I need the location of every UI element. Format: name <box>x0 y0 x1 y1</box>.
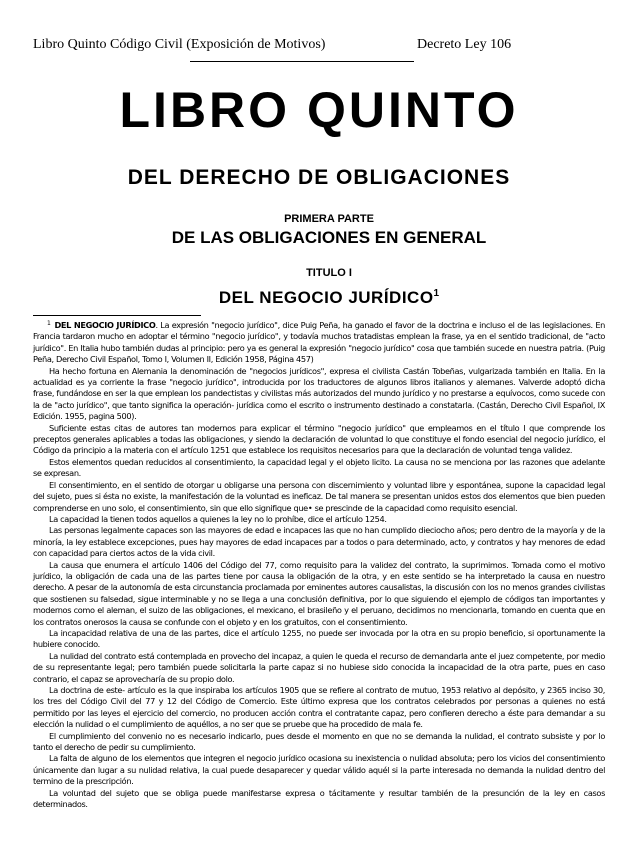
footnote-reference: 1 <box>433 288 440 299</box>
header-rule <box>190 61 414 62</box>
footnote-heading: DEL NEGOCIO JURÍDICO <box>54 320 156 330</box>
footnote-text: . La expresión "negocio jurídico", dice Puig Peña, ha ganado el favor de la doctrina e incluso el de las legislaciones. En Francia tardaron mucho en adoptar el término "negocio jurídico", y todavía muchos tratadistas emplean la frase, ya en el sentido tradicional, de "acto jurídico". En Italia hubo también dudas al principio: pero ya es general la expresión "negocio jurídico" cosa que también sucede en nuestra patria. (Puig Peña, Derecho Civil Español, Tomo I, Volumen II, Edición 1958, Página 457) <box>33 320 605 365</box>
book-title: LIBRO QUINTO <box>119 82 519 138</box>
footnote-paragraph: La causa que enumera el artículo 1406 del Código del 77, como requisito para la validez del contrato, la suprimimos. Tomada como el motivo jurídico, la obligación de cada una de las partes tiene por causa la obligación de la otra, y en este sentido se ha interpretado la causa en nuestro derecho. A pesar de la autonomía de esta circunstancia proclamada por eminentes autores causalistas, la discusión con los no menos grandes civilistas que sostienen su falsedad, sigue interminable y no se llega a una conclusión definitiva, por lo que siguiendo el ejemplo de códigos tan importantes y modernos como el aleman, el suizo de las obligaciones, el mexicano, el brasileño y el peruano, decidimos no mencionarla, tomando en cuenta que en los contratos onerosos la causa se confunde con el objeto y en los gratuitos, con el consentimiento. <box>33 559 605 627</box>
part-title: DEL DERECHO DE OBLIGACIONES <box>127 166 511 189</box>
footnote-paragraph <box>33 318 605 366</box>
titulo-title <box>0 283 638 308</box>
footnote-paragraph: La capacidad la tienen todos aquellos a quienes la ley no lo prohíbe, dice el artículo 1254. <box>49 513 387 524</box>
footnote-paragraph: La nulidad del contrato está contemplada en provecho del incapaz, a quien le queda el recurso de demandarla ante el juez competente, por medio de su representante legal; pero también puede solicitarla la parte capaz si no hubiese sido conocida la incapacidad de la otra parte, pues en caso contrario, el capaz se aprovecharía de su propio dolo. <box>33 650 605 684</box>
footnote-paragraph: Las personas legalmente capaces son las mayores de edad e incapaces las que no han cumplido dieciocho años; pero dentro de la mayoría y de la minoría, la ley establece excepciones, pues hay mayores de edad incapaces par a todos o para determinado, acto, y contratos y hay menores de edad con capacidad para ciertos actos de la vida civil. <box>33 525 605 559</box>
footnote-paragraph: La incapacidad relativa de una de las partes, dice el artículo 1255, no puede ser invocada por la otra en su propio beneficio, si oportunamente la hubiere conocido. <box>33 627 605 650</box>
footnote-paragraph: Suficiente estas citas de autores tan modernos para explicar el término "negocio jurídico" que empleamos en el título I que comprende los preceptos generales aplicables a todas las obligaciones, y siendo la declaración de voluntad lo que constituye el fondo esencial del negocio jurídico, el Código da principio a la materia con el artículo 1251 que establece los requisitos necesarios para que la declaración de voluntad tenga validez. <box>33 422 605 456</box>
titulo-label: TITULO I <box>306 267 352 279</box>
footnote-mark: 1 <box>47 320 51 327</box>
running-header-left: Libro Quinto Código Civil (Exposición de Motivos) <box>33 37 326 52</box>
section-label: PRIMERA PARTE <box>284 213 374 225</box>
footnote-paragraph: Ha hecho fortuna en Alemania la denominación de "negocios jurídicos", expresa el civilista Castán Tobeñas, vulgarizada también en Italia. En la actualidad es ya corriente la frase "negocio jurídico", introducida por los traductores de algunos libros italianos y alemanes. Valverde adoptó dicha frase, fundándose en ser la que emplean los pandectistas y civilistas más autorizados del mundo jurídico y no prestarse a equívocos, como sucede con la de "acto jurídico", que tanto significa la operación- jurídica como el escrito o instrumento destinado a constatarla. (Castán, Derecho Civil Español, IX Edición. 1955, pagina 500). <box>33 365 605 422</box>
footnote-paragraph: El consentimiento, en el sentido de otorgar u obligarse una persona con discernimiento y voluntad libre y espontánea, supone la capacidad legal del sujeto, pues si ésta no existe, la manifestación de la voluntad es ineficaz. De tal manera se presentan unidos estos dos elementos que bien pueden comprenderse en uno solo, el consentimiento, sin que ello signifique que• se prescinde de la capacidad como requisito esencial. <box>33 479 605 513</box>
footnote-paragraph: El cumplimiento del convenio no es necesario indicarlo, pues desde el momento en que no se demanda la nulidad, el contrato subsiste y por lo tanto el derecho de pedir su cumplimiento. <box>33 730 605 753</box>
footnote-paragraph: Estos elementos quedan reducidos al consentimiento, la capacidad legal y el objeto licito. La causa no se menciona por las razones que adelante se expresan. <box>33 456 605 479</box>
footnote-rule <box>33 315 201 316</box>
footnote-paragraph: La falta de alguno de los elementos que integren el negocio jurídico ocasiona su inexistencia o nulidad absoluta; pero los vicios del consentimiento únicamente dan lugar a su nulidad relativa, la cual puede desaparecer y quedar válido aquél si la parte interesada no demanda la nulidad dentro del termino de la prescripción. <box>33 753 605 787</box>
running-header-right: Decreto Ley 106 <box>417 37 512 52</box>
footnote <box>33 318 605 810</box>
titulo-title-text: DEL NEGOCIO JURÍDICO <box>218 288 434 307</box>
section-title: DE LAS OBLIGACIONES EN GENERAL <box>171 228 487 247</box>
footnote-paragraph: La voluntad del sujeto que se obliga puede manifestarse expresa o tácitamente y resultar también de la presunción de la ley en casos determinados. <box>33 787 605 810</box>
footnote-paragraph: La doctrina de este- artículo es la que inspiraba los artículos 1905 que se refiere al contrato de mutuo, 1953 relativo al depósito, y 2365 inciso 30, los tres del Código Civil del 77 y 12 del Código de Comercio. Este último expresa que los contratos celebrados por personas a quienes no está permitido por las leyes el ejercicio del comercio, no producen acción contra el contratante capaz, pero confieren derecho a éste para demandar a su elección la nulidad o el cumplimiento de aquéllos, a no ser que se pruebe que ha procedido de mala fe. <box>33 685 605 730</box>
